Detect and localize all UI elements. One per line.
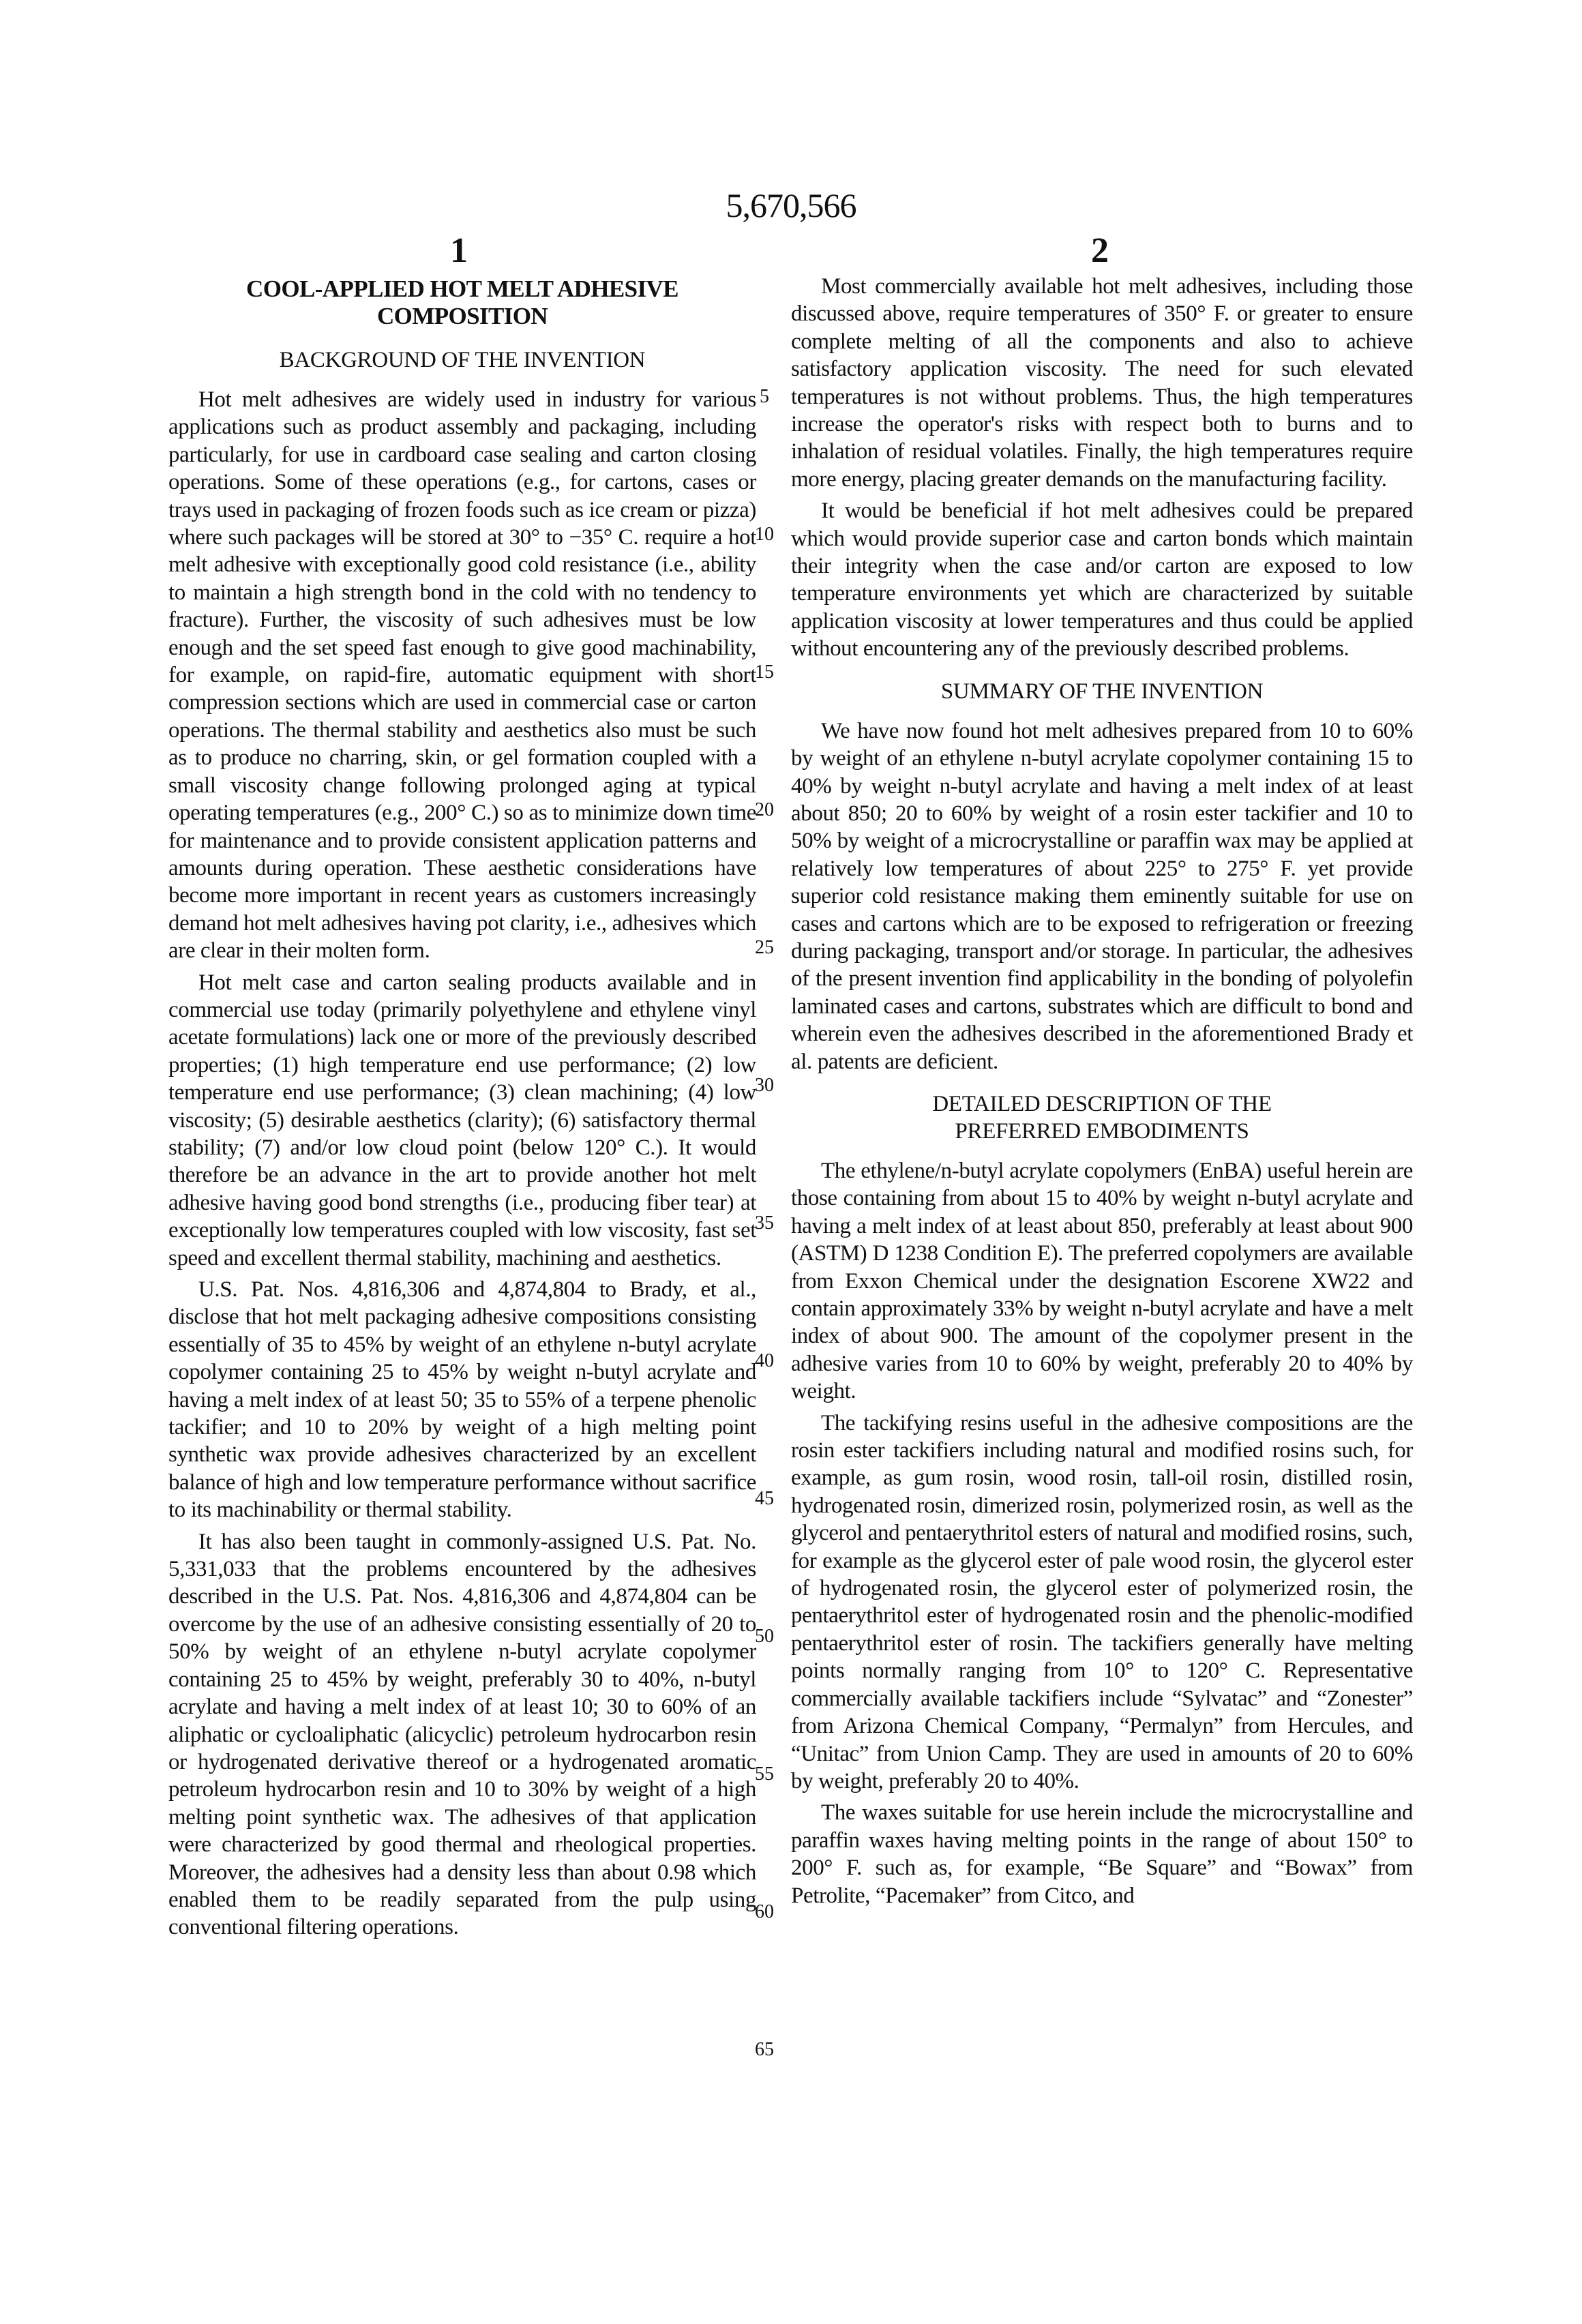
paragraph: U.S. Pat. Nos. 4,816,306 and 4,874,804 to Brady, et al., disclose that hot melt packaging adhesive compositions consisting essentially of 35 to 45% by weight of an ethylene n-butyl acrylate copolymer containing 25 to 45% by weight n-butyl acrylate and having a melt index of at least 50; 35 to 55% of a terpene phenolic tackifier; and 10 to 20% by weight of a high melting point synthetic wax provide adhesives characterized by an excellent balance of high and low temperature performance without sacrifice to its machinability or thermal stability. — [168, 1276, 756, 1524]
patent-number: 5,670,566 — [0, 185, 1582, 225]
line-number: 30 — [754, 1075, 775, 1097]
paragraph: Hot melt case and carton sealing products available and in commercial use today (primarily polyethylene and ethylene vinyl acetate formulations) lack one or more of the previously described properties; (1) high temperature end use performance; (2) low temperature end use performance; (3) clean machining; (4) low viscosity; (5) desirable aesthetics (clarity); (6) satisfactory thermal stability; (7) and/or low cloud point (below 120° C.). It would therefore be an advance in the art to provide another hot melt adhesive having good bond strengths (i.e., producing fiber tear) at exceptionally low temperatures coupled with low viscosity, fast set speed and excellent thermal stability, machining and aesthetics. — [168, 969, 756, 1272]
line-number: 15 — [754, 661, 775, 683]
document-title: COOL-APPLIED HOT MELT ADHESIVE COMPOSITION — [168, 275, 756, 330]
line-number: 40 — [754, 1350, 775, 1372]
heading-summary: SUMMARY OF THE INVENTION — [791, 678, 1413, 705]
line-number: 25 — [754, 937, 775, 959]
left-column — [168, 275, 756, 1941]
paragraph: The ethylene/n-butyl acrylate copolymers (EnBA) useful herein are those containing from about 15 to 40% by weight n-butyl acrylate and having a melt index of at least about 850, preferably at least about 900 (ASTM) D 1238 Condition E). The preferred copolymers are available from Exxon Chemical under the designation Escorene XW22 and contain approximately 33% by weight n-butyl acrylate and have a melt index of about 900. The amount of the copolymer present in the adhesive varies from 10 to 60% by weight, preferably 20 to 40% by weight. — [791, 1157, 1413, 1405]
line-number: 20 — [754, 799, 775, 821]
line-number: 35 — [754, 1212, 775, 1234]
line-number: 5 — [754, 386, 775, 408]
column-number-left: 1 — [450, 230, 468, 271]
paragraph: Most commercially available hot melt adhesives, including those discussed above, require temperatures of 350° F. or greater to ensure complete melting of all the components and also to achieve satisfactory application viscosity. The need for such elevated temperatures is not without problems. Thus, the high temperatures increase the operator's risks with respect both to burns and to inhalation of residual volatiles. Finally, the high temperatures require more energy, placing greater demands on the manufacturing facility. — [791, 273, 1413, 493]
line-number: 65 — [754, 2039, 775, 2061]
line-number: 55 — [754, 1763, 775, 1785]
column-number-right: 2 — [1091, 230, 1109, 271]
paragraph: The tackifying resins useful in the adhesive compositions are the rosin ester tackifiers including natural and modified rosins such, for example, as gum rosin, wood rosin, tall-oil rosin, distilled rosin, hydrogenated rosin, dimerized rosin, polymerized rosin, as well as the glycerol and pentaerythritol esters of natural and modified rosins, such, for example as the glycerol ester of pale wood rosin, the glycerol ester of hydrogenated rosin, the glycerol ester of polymerized rosin, the pentaerythritol ester of hydrogenated rosin and the phenolic-modified pentaerythritol ester of rosin. The tackifiers generally have melting points normally ranging from 10° to 120° C. Representative commercially available tackifiers include “Sylvatac” and “Zonester” from Arizona Chemical Company, “Permalyn” from Hercules, and “Unitac” from Union Camp. They are used in amounts of 20 to 60% by weight, preferably 20 to 40%. — [791, 1410, 1413, 1796]
heading-detailed-description: DETAILED DESCRIPTION OF THE — [791, 1090, 1413, 1118]
paragraph: Hot melt adhesives are widely used in industry for various applications such as product assembly and packaging, including particularly, for use in cardboard case sealing and carton closing operations. Some of these operations (e.g., for cartons, cases or trays used in packaging of frozen foods such as ice cream or pizza) where such packages will be stored at 30° to −35° C. require a hot melt adhesive with exceptionally good cold resistance (i.e., ability to maintain a high strength bond in the cold with no tendency to fracture). Further, the viscosity of such adhesives must be low enough and the set speed fast enough to give good machinability, for example, on rapid-fire, automatic equipment with short compression sections which are used in commercial case or carton operations. The thermal stability and aesthetics also must be such as to produce no charring, skin, or gel formation coupled with a small viscosity change following prolonged aging at typical operating temperatures (e.g., 200° C.) so as to minimize down time for maintenance and to provide consistent application patterns and amounts during operation. These aesthetic considerations have become more important in recent years as customers increasingly demand hot melt adhesives having pot clarity, i.e., adhesives which are clear in their molten form. — [168, 386, 756, 965]
paragraph: We have now found hot melt adhesives prepared from 10 to 60% by weight of an ethylene n-butyl acrylate copolymer containing 15 to 40% by weight n-butyl acrylate and having a melt index of at least about 850; 20 to 60% by weight of a rosin ester tackifier and 10 to 50% by weight of a microcrystalline or paraffin wax may be applied at relatively low temperatures of about 225° to 275° F. yet provide superior cold resistance making them eminently suitable for use on cases and cartons which are to be exposed to refrigeration or freezing during packaging, transport and/or storage. In particular, the adhesives of the present invention find applicability in the bonding of polyolefin laminated cases and cartons, substrates which are difficult to bond and wherein even the adhesives described in the aforementioned Brady et al. patents are deficient. — [791, 717, 1413, 1075]
right-column — [791, 273, 1413, 1909]
line-number: 60 — [754, 1901, 775, 1923]
heading-preferred-embodiments: PREFERRED EMBODIMENTS — [791, 1118, 1413, 1145]
line-number: 45 — [754, 1488, 775, 1510]
heading-background: BACKGROUND OF THE INVENTION — [168, 346, 756, 374]
paragraph: The waxes suitable for use herein include the microcrystalline and paraffin waxes having melting points in the range of about 150° to 200° F. such as, for example, “Be Square” and “Bowax” from Petrolite, “Pacemaker” from Citco, and — [791, 1799, 1413, 1909]
paragraph: It has also been taught in commonly-assigned U.S. Pat. No. 5,331,033 that the problems encountered by the adhesives described in the U.S. Pat. Nos. 4,816,306 and 4,874,804 can be overcome by the use of an adhesive consisting essentially of 20 to 50% by weight of an ethylene n-butyl acrylate copolymer containing 25 to 45% by weight, preferably 30 to 40%, n-butyl acrylate and having a melt index of at least 10; 30 to 60% of an aliphatic or cycloaliphatic (alicyclic) petroleum hydrocarbon resin or hydrogenated derivative thereof or a hydrogenated aromatic petroleum hydrocarbon resin and 10 to 30% by weight of a high melting point synthetic wax. The adhesives of that application were characterized by good thermal and rheological properties. Moreover, the adhesives had a density less than about 0.98 which enabled them to be readily separated from the pulp using conventional filtering operations. — [168, 1528, 756, 1941]
line-number: 10 — [754, 524, 775, 546]
line-number: 50 — [754, 1626, 775, 1648]
paragraph: It would be beneficial if hot melt adhesives could be prepared which would provide superior case and carton bonds which maintain their integrity when the case and/or carton are exposed to low temperature environments yet which are characterized by suitable application viscosity at lower temperatures and thus could be applied without encountering any of the previously described problems. — [791, 497, 1413, 662]
